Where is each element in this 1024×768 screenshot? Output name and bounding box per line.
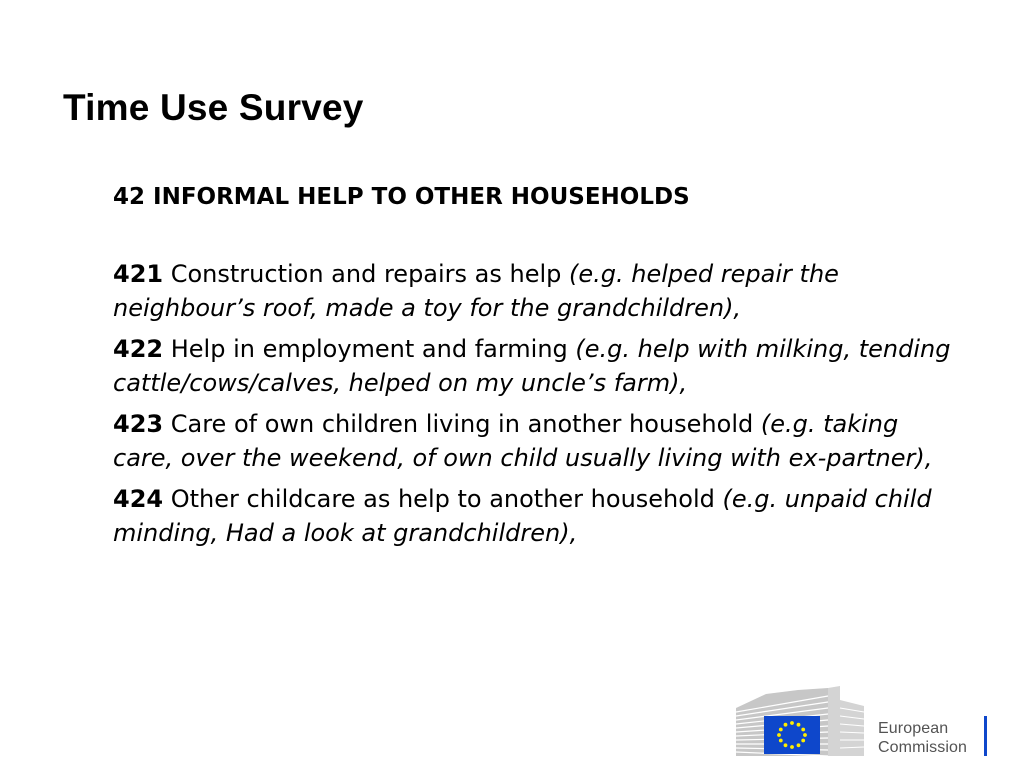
activity-description: Construction and repairs as help	[163, 260, 570, 288]
section-heading: 42 INFORMAL HELP TO OTHER HOUSEHOLDS	[113, 184, 690, 210]
european-commission-logo	[736, 686, 992, 758]
logo-wordmark	[878, 719, 967, 757]
logo-divider	[984, 716, 987, 756]
activity-code: 423	[113, 410, 164, 438]
logo-line-1: European	[878, 720, 949, 737]
logo-line-2: Commission	[878, 739, 968, 756]
activity-description: Other childcare as help to another household	[163, 485, 723, 513]
eu-flag-building-icon	[736, 686, 876, 758]
activity-example: (e.g. taking care, over the weekend, of own child usually living with ex-partner),	[113, 410, 933, 472]
activity-code: 422	[113, 335, 164, 363]
list-item-423	[113, 407, 963, 475]
activity-description: Care of own children living in another household	[163, 410, 761, 438]
activity-example: (e.g. unpaid child minding, Had a look at grandchildren),	[113, 485, 932, 547]
slide-title: Time Use Survey	[63, 87, 364, 128]
activity-code: 421	[113, 260, 164, 288]
activity-description: Help in employment and farming	[163, 335, 576, 363]
list-item-421	[113, 257, 963, 325]
activity-example: (e.g. help with milking, tending cattle/cows/calves, helped on my uncle’s farm),	[113, 335, 951, 397]
activity-code: 424	[113, 485, 164, 513]
activity-example: (e.g. helped repair the neighbour’s roof, made a toy for the grandchildren),	[113, 260, 839, 322]
list-item-424	[113, 482, 963, 550]
list-item-422	[113, 332, 963, 400]
slide-body	[113, 180, 963, 557]
